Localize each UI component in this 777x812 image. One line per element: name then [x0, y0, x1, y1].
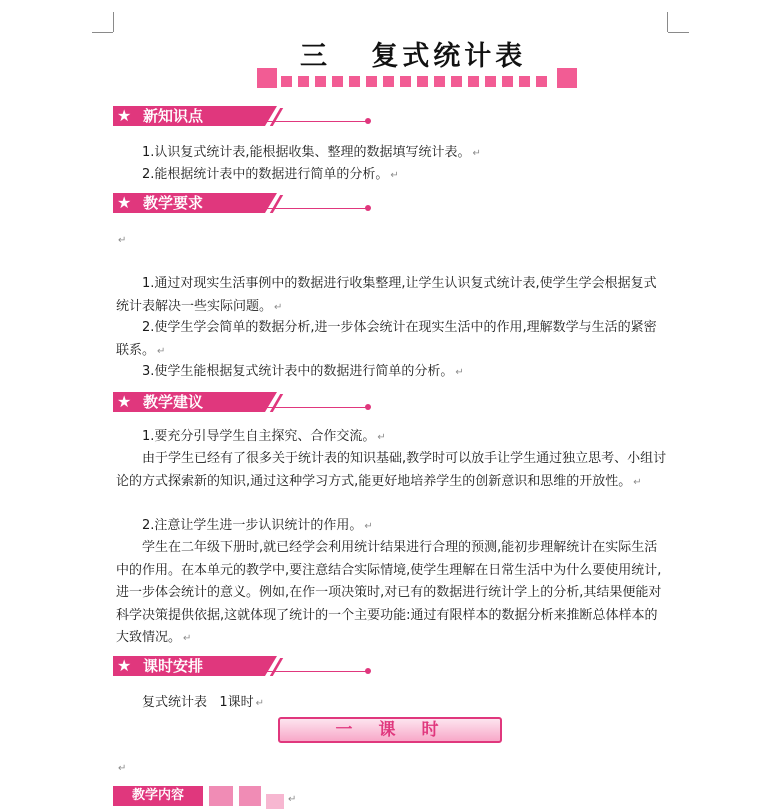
decoration-square [239, 786, 261, 806]
paragraph-mark-icon: ↵ [157, 345, 166, 357]
paragraph-mark-icon: ↵ [364, 521, 373, 532]
paragraph: 2.使学生学会简单的数据分析,进一步体会统计在现实生活中的作用,理解数学与生活的紧密联系。 ↵ [116, 320, 657, 358]
heading-label: 教学建议 [143, 393, 204, 411]
empty-paragraph-mark: ↵ [288, 794, 297, 805]
heading-label: 新知识点 [143, 107, 204, 125]
crop-mark-top-left-h [92, 32, 113, 33]
paragraph: 1.通过对现实生活事例中的数据进行收集整理,让学生认识复式统计表,使学生学会根据复式统计表解决一些实际问题。 ↵ [116, 276, 657, 314]
lesson-banner [278, 717, 502, 743]
crop-mark-top-right-h [668, 32, 689, 33]
crop-mark-top-right-v [667, 12, 668, 32]
paragraph-mark-icon: ↵ [377, 432, 386, 443]
paragraph: 1.要充分引导学生自主探究、合作交流。 ↵ [142, 429, 386, 444]
content-label: 教学内容 [113, 786, 203, 806]
paragraph-mark-icon: ↵ [633, 476, 642, 488]
heading-label: 教学要求 [143, 194, 204, 212]
page-title: 三 复式统计表 [300, 41, 527, 72]
section-heading-schedule [113, 656, 375, 680]
crop-mark-top-left-v [113, 12, 114, 32]
paragraph-mark-icon: ↵ [390, 170, 399, 181]
section-heading-teaching-suggestions [113, 392, 375, 416]
star-icon: ★ [117, 106, 132, 125]
paragraph-mark-icon: ↵ [455, 367, 464, 378]
paragraph: 学生在二年级下册时,就已经学会利用统计结果进行合理的预测,能初步理解统计在实际生活中的作用。在本单元的教学中,要注意结合实际情境,使学生理解在日常生活中为什么要使用统计,进一步体会统计的意义。例如,在作一项决策时,对已有的数据进行统计学上的分析,其结果便能对科学决策提供依据,这就体现了统计的一个主要功能:通过有限样本的数据分析来推断总体样本的大致情况。 ↵ [116, 540, 662, 645]
lesson-banner-label: 一课时 [335, 720, 465, 740]
star-icon: ★ [117, 392, 132, 411]
heading-label: 课时安排 [143, 657, 204, 675]
star-icon: ★ [117, 656, 132, 675]
section-heading-teaching-requirements [113, 193, 375, 217]
paragraph: 由于学生已经有了很多关于统计表的知识基础,教学时可以放手让学生通过独立思考、小组讨论的方式探索新的知识,通过这种学习方式,能更好地培养学生的创新意识和思维的开放性。 ↵ [116, 451, 667, 489]
paragraph-mark-icon: ↵ [183, 633, 192, 644]
title-decoration [257, 68, 582, 90]
decoration-square [266, 794, 284, 809]
paragraph: 2.注意让学生进一步认识统计的作用。 ↵ [142, 518, 373, 533]
empty-paragraph-mark: ↵ [118, 235, 127, 246]
section-heading-new-knowledge [113, 106, 375, 130]
paragraph: 2.能根据统计表中的数据进行简单的分析。 ↵ [142, 167, 399, 182]
paragraph: 复式统计表 1课时 ↵ [142, 695, 265, 710]
paragraph: 1.认识复式统计表,能根据收集、整理的数据填写统计表。 ↵ [142, 145, 481, 160]
paragraph: 3.使学生能根据复式统计表中的数据进行简单的分析。 ↵ [142, 364, 464, 379]
decoration-square [209, 786, 233, 806]
paragraph-mark-icon: ↵ [472, 148, 481, 159]
paragraph-mark-icon: ↵ [274, 301, 283, 313]
paragraph-mark-icon: ↵ [255, 698, 265, 709]
star-icon: ★ [117, 193, 132, 212]
empty-paragraph-mark: ↵ [118, 763, 127, 774]
